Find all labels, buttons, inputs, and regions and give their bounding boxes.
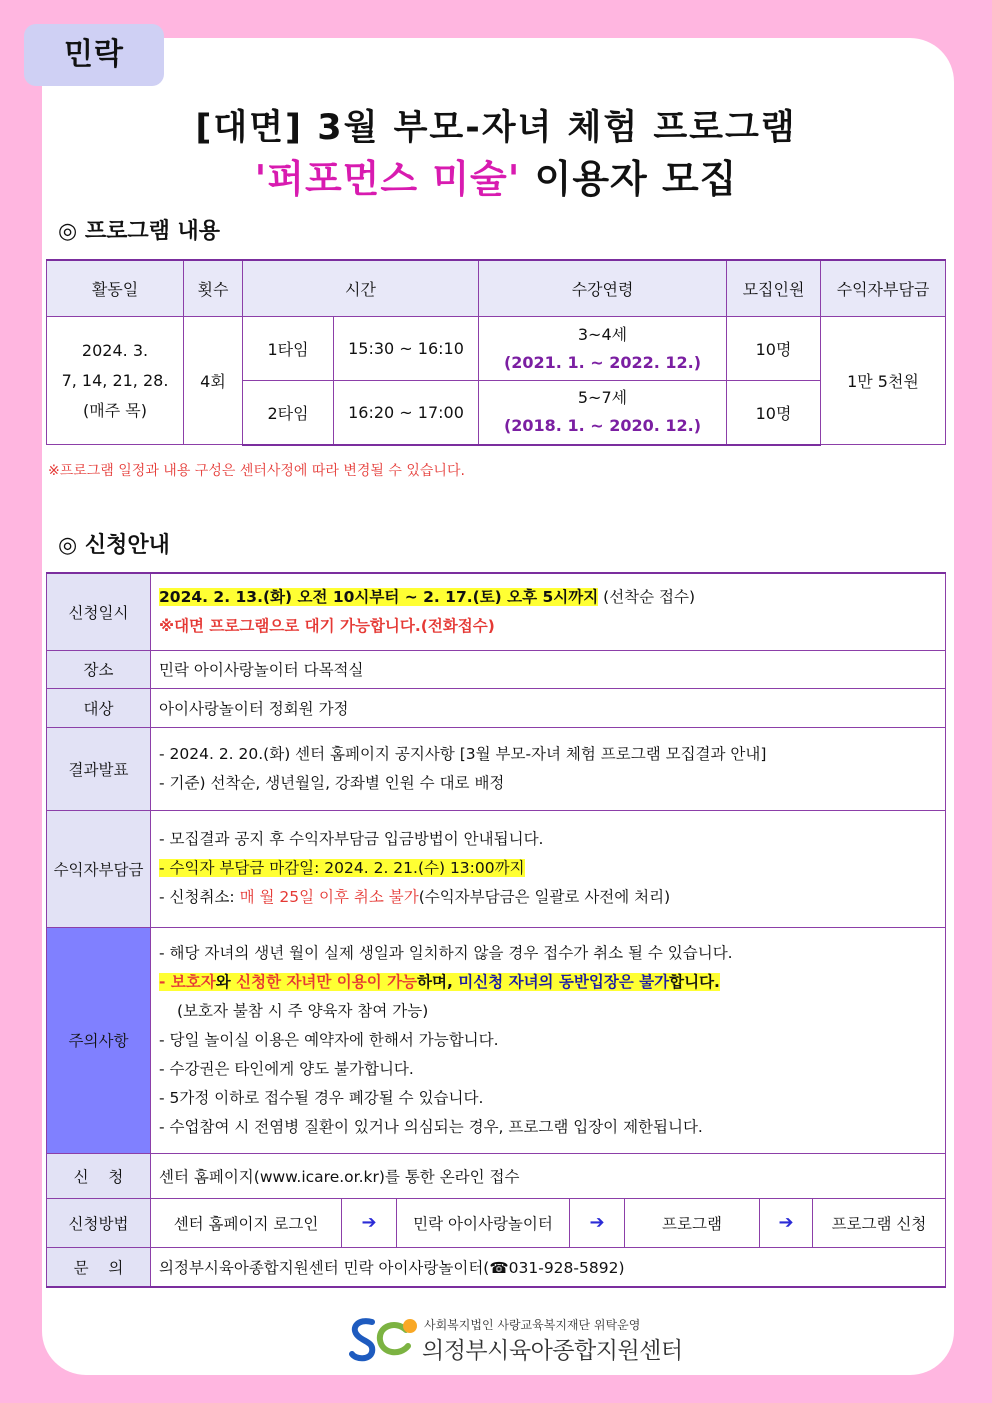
date-line: (매주 목) [83, 400, 147, 420]
fee-cell: 1만 5천원 [821, 317, 946, 445]
caution-no-sibling: 미신청 자녀의 동반입장은 불가 [458, 972, 670, 991]
method-label: 신청방법 [47, 1198, 151, 1247]
slot-1: 1타임 [243, 317, 334, 381]
fee-deadline: - 수익자 부담금 마감일: 2024. 2. 21.(수) 13:00까지 [159, 859, 525, 877]
center-logo [348, 1312, 688, 1364]
target-label: 대상 [47, 688, 151, 727]
date-line: 2024. 3. [81, 340, 149, 360]
caution-line-6: - 5가정 이하로 접수될 경우 폐강될 수 있습니다. [159, 1088, 484, 1107]
time-1: 15:30 ~ 16:10 [334, 317, 479, 381]
title-line-2-rest: 이용자 모집 [520, 157, 738, 201]
caution-guardian: 보호자 [170, 972, 216, 991]
step-minrak-playground: 민락 아이사랑놀이터 [397, 1199, 570, 1247]
result-label: 결과발표 [47, 727, 151, 810]
apply-info-table [46, 572, 946, 1288]
fee-line-1: - 모집결과 공지 후 수익자부담금 입금방법이 안내됩니다. [159, 830, 544, 848]
title-line-2 [0, 148, 992, 203]
age-2: 5~7세 [577, 388, 628, 408]
section-apply-heading: ◎ 신청안내 [58, 533, 170, 558]
caution-dash: - [159, 972, 171, 991]
caution-line-7: - 수업참여 시 전염병 질환이 있거나 의심되는 경우, 프로그램 입장이 제한됩니다. [159, 1117, 703, 1136]
cancel-warning: 매 월 25일 이후 취소 불가 [239, 888, 419, 906]
arrow-icon: ➔ [760, 1199, 813, 1247]
caution-cell [151, 927, 946, 1153]
contact-value: 의정부시육아종합지원센터 민락 아이사랑놀이터(☎031-928-5892) [151, 1247, 946, 1287]
arrow-icon: ➔ [342, 1199, 397, 1247]
header-capacity: 모집인원 [727, 260, 821, 317]
apply-date-cell [151, 573, 946, 650]
step-program: 프로그램 [625, 1199, 760, 1247]
fee-info-cell [151, 810, 946, 927]
section-program-heading: ◎ 프로그램 내용 [58, 219, 221, 244]
caution-mid: 하며, [417, 972, 459, 991]
caution-label: 주의사항 [47, 927, 151, 1153]
arrow-icon: ➔ [570, 1199, 625, 1247]
result-cell [151, 727, 946, 810]
age-cell-1 [479, 317, 727, 381]
age-cell-2 [479, 381, 727, 445]
location-tag: 민락 [24, 24, 164, 86]
age-1: 3~4세 [577, 324, 628, 344]
logo-title: 의정부시육아종합지원센터 [422, 1338, 683, 1364]
fee-label: 수익자부담금 [47, 810, 151, 927]
step-homepage-login: 센터 홈페이지 로그인 [151, 1199, 342, 1247]
date-line: 7, 14, 21, 28. [61, 370, 169, 390]
cancel-suffix: (수익자부담금은 일괄로 사전에 처리) [418, 888, 671, 906]
contact-label: 문 의 [47, 1247, 151, 1287]
caution-line-5: - 수강권은 타인에게 양도 불가합니다. [159, 1059, 414, 1078]
activity-date-cell [47, 317, 184, 445]
apply-date-period: 2024. 2. 13.(화) 오전 10시부터 ~ 2. 17.(토) 오후 5시까지 [159, 587, 599, 606]
header-time: 시간 [243, 260, 479, 317]
time-2: 16:20 ~ 17:00 [334, 381, 479, 445]
caution-line-3: (보호자 불참 시 주 양육자 참여 가능) [177, 1001, 429, 1020]
apply-date-note: ※대면 프로그램으로 대기 가능합니다.(전화접수) [159, 616, 495, 635]
result-line-2: - 기준) 선착순, 생년월일, 강좌별 인원 수 대로 배정 [159, 773, 505, 792]
center-logo-icon [348, 1312, 422, 1364]
capacity-1: 10명 [727, 317, 821, 381]
schedule-change-note: ※프로그램 일정과 내용 구성은 센터사정에 따라 변경될 수 있습니다. [48, 463, 465, 479]
cancel-prefix: - 신청취소: [159, 888, 240, 906]
logo-subtitle: 사회복지법인 사랑교육복지재단 위탁운영 [424, 1318, 641, 1332]
place-label: 장소 [47, 650, 151, 688]
apply-label: 신 청 [47, 1153, 151, 1198]
target-value: 아이사랑놀이터 정회원 가정 [151, 688, 946, 727]
step-program-apply: 프로그램 신청 [831, 1214, 927, 1233]
caution-line-4: - 당일 놀이실 이용은 예약자에 한해서 가능합니다. [159, 1030, 499, 1049]
header-date: 활동일 [47, 260, 184, 317]
birth-range-2: (2018. 1. ~ 2020. 12.) [503, 416, 702, 436]
header-count: 횟수 [184, 260, 243, 317]
place-value: 민락 아이사랑놀이터 다목적실 [151, 650, 946, 688]
program-name: '퍼포먼스 미술' [254, 157, 521, 201]
capacity-2: 10명 [727, 381, 821, 445]
apply-date-label: 신청일시 [47, 573, 151, 650]
count-cell: 4회 [184, 317, 243, 445]
caution-only-applicant: 신청한 자녀만 이용이 가능 [236, 972, 418, 991]
apply-value: 센터 홈페이지(www.icare.or.kr)를 통한 온라인 접수 [151, 1153, 946, 1198]
title-line-1: [대면] 3월 부모-자녀 체험 프로그램 [195, 108, 797, 148]
header-age: 수강연령 [479, 260, 727, 317]
caution-end: 합니다. [669, 972, 720, 991]
birth-range-1: (2021. 1. ~ 2022. 12.) [503, 352, 702, 372]
program-table [46, 259, 946, 446]
result-line-1: - 2024. 2. 20.(화) 센터 홈페이지 공지사항 [3월 부모-자녀 체험 프로그램 모집결과 안내] [159, 744, 767, 763]
caution-line-1: - 해당 자녀의 생년 월이 실제 생일과 일치하지 않을 경우 접수가 취소 될 수 있습니다. [159, 943, 733, 962]
apply-date-rest: (선착순 접수) [598, 587, 696, 606]
method-steps-cell [151, 1198, 946, 1247]
header-fee: 수익자부담금 [821, 260, 946, 317]
slot-2: 2타임 [243, 381, 334, 445]
caution-and: 와 [215, 972, 237, 991]
